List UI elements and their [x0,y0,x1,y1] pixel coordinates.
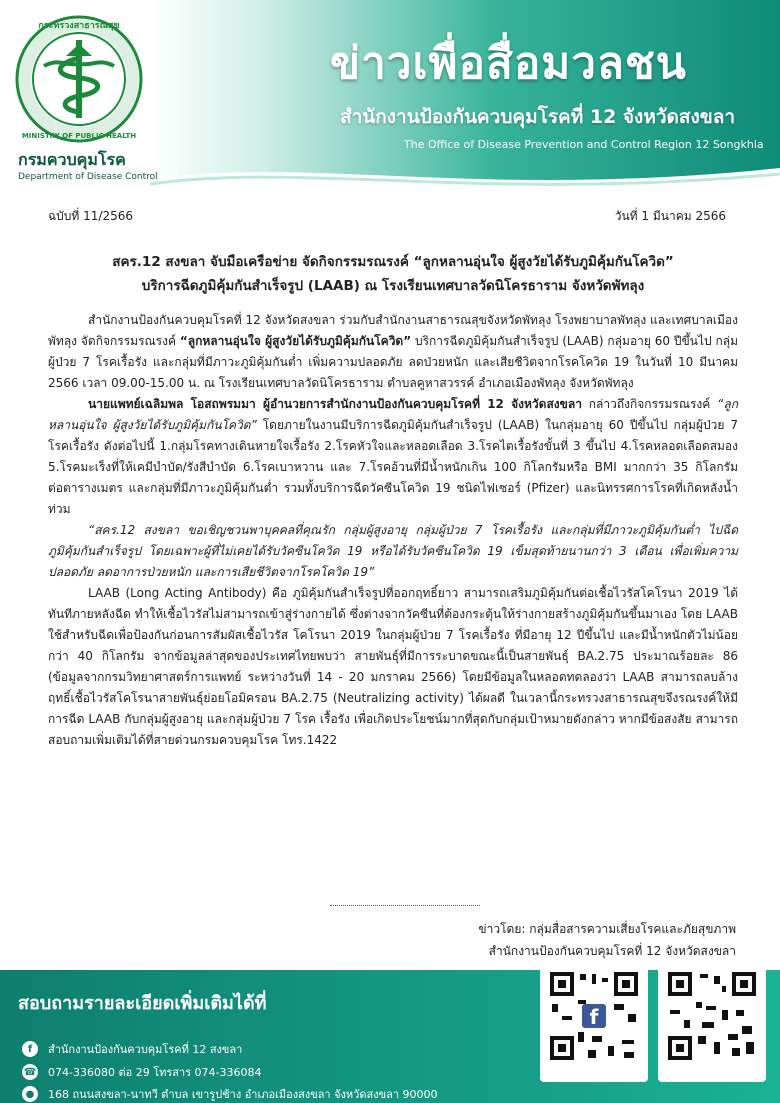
letterhead [0,0,780,200]
p1-campaign-name: “ลูกหลานอุ่นใจ ผู้สูงวัยได้รับภูมิคุ้มกันโควิด” [179,334,412,348]
doc-meta [48,206,738,228]
signature-divider [330,905,480,906]
p1-text-a: สำนักงานป้องกันควบคุมโรคที่ 12 จังหวัดสงขลา ร่วมกับสำนักงานสาธารณสุขจังหวัดพัทลุง โรงพยาบาลพัทลุง และเทศบาลเมืองพัทลุง จัดกิจกรรมรณรงค์ [48,313,738,348]
p2-text-b: กล่าวถึงกิจกรรมรณรงค์ [581,397,718,411]
headline [48,250,738,298]
issue-number: ฉบับที่ 11/2566 [48,209,133,223]
office-name-en: The Office of Disease Prevention and Control Region 12 Songkhla [404,138,764,151]
news-credit [478,918,736,962]
phone-numbers: 074-336080 ต่อ 29 โทรสาร 074-336084 [48,1066,262,1079]
svg-text:กระทรวงสาธารณสุข: กระทรวงสาธารณสุข [38,21,120,31]
footer-address [22,1085,438,1103]
headline-line-2: บริการฉีดภูมิคุ้มกันสำเร็จรูป (LAAB) ณ โรงเรียนเทศบาลวัดนิโครธาราม จังหวัดพัทลุง [141,278,645,294]
p2-campaign-name: “ลูกหลานอุ่นใจ ผู้สูงวัยได้รับภูมิคุ้มกันโควิด” [48,397,738,432]
credit-line-1: ข่าวโดย: กลุ่มสื่อสารความเสี่ยงโรคและภัยสุขภาพ [478,922,736,936]
footer-phone[interactable] [22,1063,262,1081]
svg-text:f: f [589,1005,599,1029]
banner-wave [150,150,780,200]
department-name-th: กรมควบคุมโรค [18,150,126,169]
paragraph-1 [48,310,738,394]
address-text: 168 ถนนสงขลา-นาทวี ตำบล เขารูปช้าง อำเภอเมืองสงขลา จังหวัดสงขลา 90000 [48,1088,438,1101]
facebook-icon: f [22,1041,38,1057]
facebook-page-name: สำนักงานป้องกันควบคุมโรคที่ 12 สงขลา [48,1043,243,1056]
footer-title: สอบถามรายละเอียดเพิ่มเติมได้ที่ [18,993,267,1014]
paragraph-quote: “สคร.12 สงขลา ขอเชิญชวนพาบุคคลที่คุณรัก กลุ่มผู้สูงอายุ กลุ่มผู้ป่วย 7 โรคเรื้อรัง และกลุ่มที่มีภาวะภูมิคุ้มกันต่ำ ไปฉีดภูมิคุ้มกันสำเร็จรูป โดยเฉพาะผู้ที่ไม่เคยได้รับวัคซีนโควิด 19 หรือได้รับวัคซีนโควิด 19 เข็มสุดท้ายนานกว่า 3 เดือน เพื่อเพิ่มความปลอดภัย ลดอาการป่วยหนัก และการเสียชีวิตจากโรคโควิด 19” [48,523,738,579]
p1-text-c: บริการฉีดภูมิคุ้มกันสำเร็จรูป (LAAB) กลุ่มอายุ 60 ปีขึ้นไป กลุ่มผู้ป่วย 7 โรคเรื้อรัง และกลุ่มที่มีภาวะภูมิคุ้มกันต่ำ เพิ่มความปลอดภัย ลดป่วยหนัก และเสียชีวิตจากโรคโควิด 19 ในวันที่ 10 มีนาคม 2566 เวลา 09.00-15.00 น. ณ โรงเรียนเทศบาลวัดนิโครธาราม ตำบลคูหาสวรรค์ อำเภอเมืองพัทลุง จังหวัดพัทลุง [48,334,738,390]
p2-text-d: โดยภายในงานมีบริการฉีดภูมิคุ้มกันสำเร็จรูป (LAAB) ในกลุ่มอายุ 60 ปีขึ้นไป กลุ่มผู้ป่วย 7 โรคเรื้อรัง ดังต่อไปนี้ 1.กลุ่มโรคทางเดินหายใจเรื้อรัง 2.โรคหัวใจและหลอดเลือด 3.โรคไตเรื้อรังขั้นที่ 3 ขึ้นไป 4.โรคหลอดเลือดสมอง 5.โรคมะเร็งที่ให้เคมีบำบัด/รังสีบำบัด 6.โรคเบาหวาน และ 7.โรคอ้วนที่มีน้ำหนักเกิน 100 กิโลกรัมหรือ BMI มากกว่า 35 กิโลกรัมต่อตารางเมตร และกลุ่มที่มีภาวะภูมิคุ้มกันต่ำ รวมทั้งบริการฉีดวัคซีนโควิด 19 ชนิดไฟเซอร์ (Pfizer) และนิทรรศการโรคที่เกิดหลังน้ำท่วม [48,418,738,516]
press-release-body [48,206,738,751]
svg-text:MINISTRY OF PUBLIC HEALTH: MINISTRY OF PUBLIC HEALTH [21,132,137,140]
facebook-qr-code[interactable] [540,962,648,1082]
phone-icon: ☎ [22,1064,38,1080]
headline-line-1: สคร.12 สงขลา จับมือเครือข่าย จัดกิจกรรมรณรงค์ “ลูกหลานอุ่นใจ ผู้สูงวัยได้รับภูมิคุ้มกันโควิด” [112,254,674,270]
press-release-title: ข่าวเพื่อสื่อมวลชน [330,38,687,89]
line-qr-code[interactable] [658,962,766,1082]
issue-date: วันที่ 1 มีนาคม 2566 [614,209,726,223]
qr-code-icon [548,970,640,1062]
department-name-en: Department of Disease Control [18,172,158,182]
location-pin-icon: ● [22,1086,38,1102]
paragraph-laab: LAAB (Long Acting Antibody) คือ ภูมิคุ้มกันสำเร็จรูปที่ออกฤทธิ์ยาว สามารถเสริมภูมิคุ้มกันต่อเชื้อไวรัสโคโรนา 2019 ได้ทันทีภายหลังฉีด ทำให้เชื้อไวรัสไม่สามารถเข้าสู่ร่างกายได้ ซึ่งต่างจากวัคซีนที่ต้องกระตุ้นให้ร่างกายสร้างภูมิคุ้มกันขึ้นมาเอง โดย LAAB ใช้สำหรับฉีดเพื่อป้องกันก่อนการสัมผัสเชื้อไวรัส โคโรนา 2019 ในกลุ่มผู้ป่วย 7 โรคเรื้อรัง ที่มีอายุ 12 ปีขึ้นไป และมีน้ำหนักตัวไม่น้อยกว่า 40 กิโลกรัม จากข้อมูลล่าสุดของประเทศไทยพบว่า สายพันธุ์ที่มีการระบาดขณะนี้เป็นสายพันธุ์ BA.2.75 ประมาณร้อยละ 86 (ข้อมูลจากกรมวิทยาศาสตร์การแพทย์ ระหว่างวันที่ 14 - 20 มกราคม 2566) โดยมีข้อมูลในหลอดทดลองว่า LAAB สามารถลบล้างฤทธิ์เชื้อไวรัสโคโรนาสายพันธุ์ย่อยโอมิครอน BA.2.75 (Neutralizing activity) ได้ผลดี ในเวลานี้กระทรวงสาธารณสุขจึงรณรงค์ให้มีการฉีด LAAB กับกลุ่มผู้สูงอายุ และกลุ่มผู้ป่วย 7 โรค เรื้อรัง เพื่อเกิดประโยชน์มากที่สุดกับกลุ่มเป้าหมายดังกล่าว หากมีข้อสงสัย สามารถสอบถามเพิ่มเติมได้ที่สายด่วนกรมควบคุมโรค โทร.1422 [48,586,738,747]
office-name-th: สำนักงานป้องกันควบคุมโรคที่ 12 จังหวัดสงขลา [340,106,736,128]
qr-code-icon [666,970,758,1062]
ministry-seal-icon [14,14,144,144]
contact-footer [0,970,780,1103]
paragraph-2 [48,394,738,520]
ministry-logo [14,14,144,144]
footer-facebook[interactable] [22,1040,242,1058]
credit-line-2: สำนักงานป้องกันควบคุมโรคที่ 12 จังหวัดสงขลา [488,944,736,958]
p2-director: นายแพทย์เฉลิมพล โอสถพรมมา ผู้อำนวยการสำนักงานป้องกันควบคุมโรคที่ 12 จังหวัดสงขลา [88,397,582,411]
